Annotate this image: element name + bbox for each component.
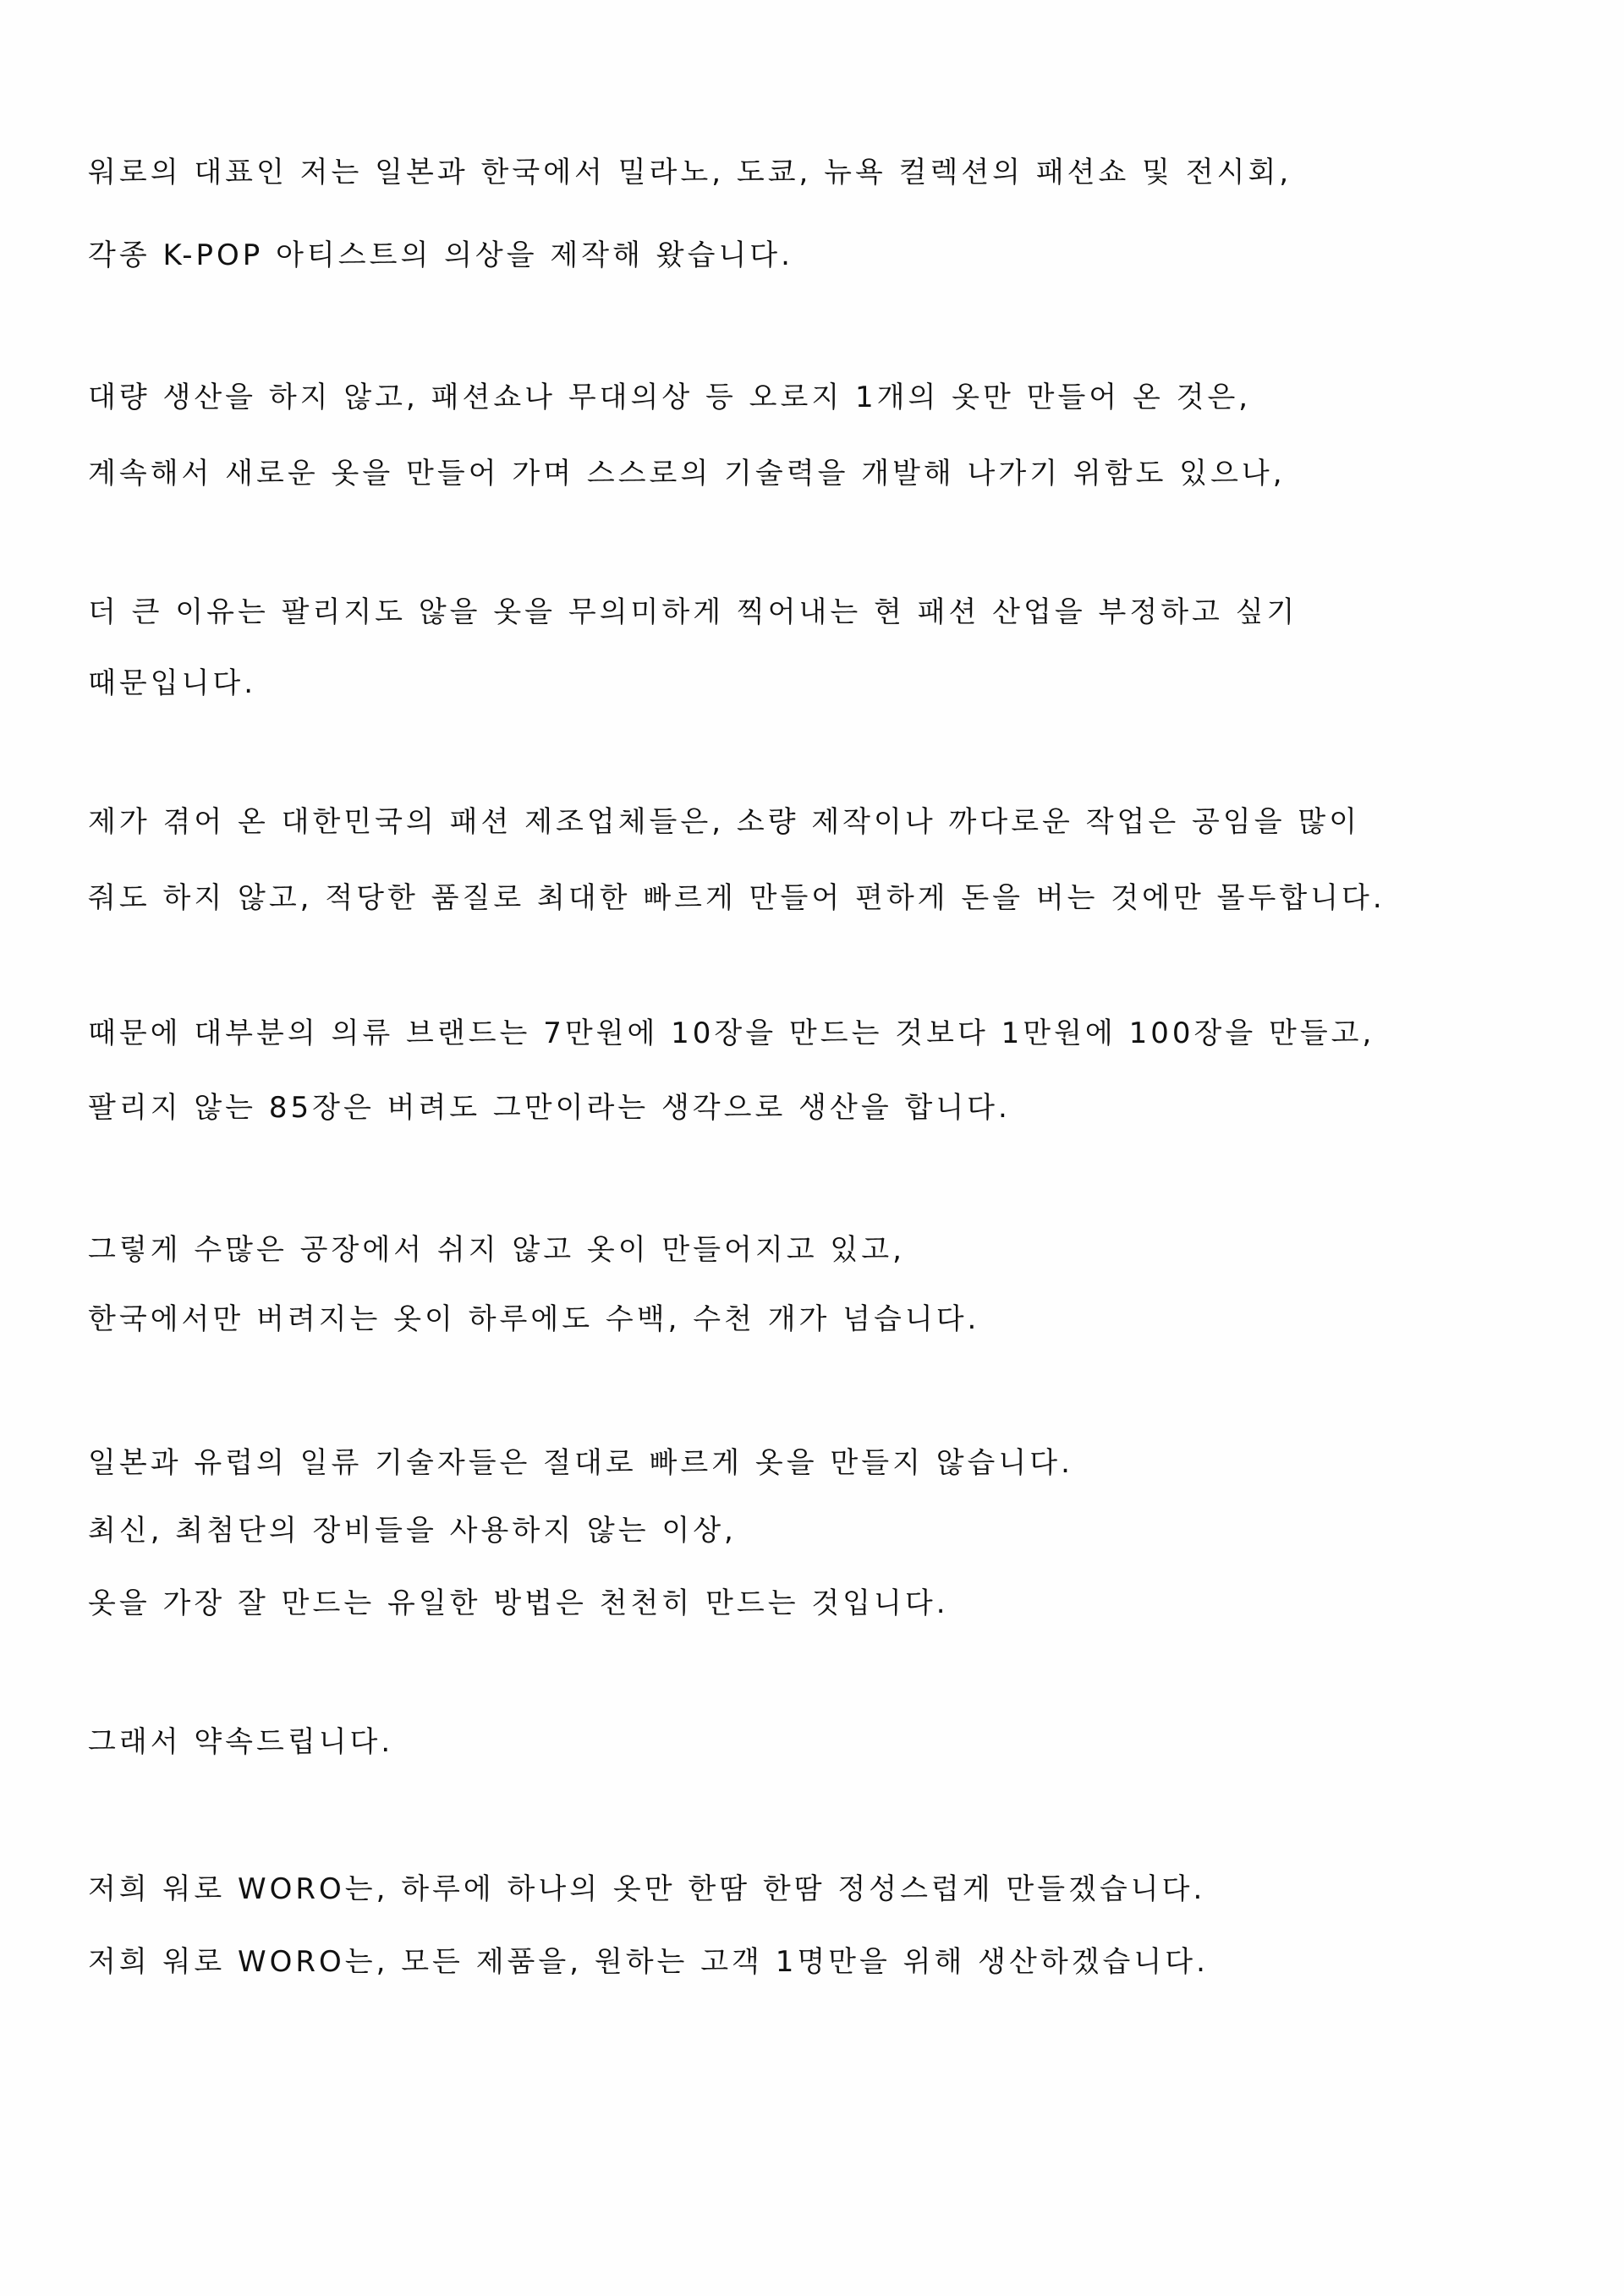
letter-line: 저희 워로 WORO는, 모든 제품을, 원하는 고객 1명만을 위해 생산하겠습니다. (88, 1945, 1209, 1979)
letter-line: 워로의 대표인 저는 일본과 한국에서 밀라노, 도쿄, 뉴욕 컬렉션의 패션쇼 및 전시회, (88, 156, 1292, 189)
letter-line: 저희 워로 WORO는, 하루에 하나의 옷만 한땀 한땀 정성스럽게 만들겠습니다. (88, 1872, 1206, 1906)
letter-line: 줘도 하지 않고, 적당한 품질로 최대한 빠르게 만들어 편하게 돈을 버는 것에만 몰두합니다. (88, 881, 1385, 915)
letter-line: 제가 겪어 온 대한민국의 패션 제조업체들은, 소량 제작이나 까다로운 작업은 공임을 많이 (88, 805, 1361, 839)
letter-line: 대량 생산을 하지 않고, 패션쇼나 무대의상 등 오로지 1개의 옷만 만들어 온 것은, (88, 381, 1252, 414)
letter-line: 계속해서 새로운 옷을 만들어 가며 스스로의 기술력을 개발해 나가기 위함도 있으나, (88, 457, 1286, 490)
letter-line: 그래서 약속드립니다. (88, 1725, 394, 1759)
letter-line: 때문입니다. (88, 666, 257, 700)
letter-line: 때문에 대부분의 의류 브랜드는 7만원에 10장을 만드는 것보다 1만원에 100장을 만들고, (88, 1016, 1375, 1050)
letter-line: 각종 K-POP 아티스트의 의상을 제작해 왔습니다. (88, 238, 793, 272)
letter-line: 최신, 최첨단의 장비들을 사용하지 않는 이상, (88, 1514, 737, 1548)
letter-line: 일본과 유럽의 일류 기술자들은 절대로 빠르게 옷을 만들지 않습니다. (88, 1446, 1073, 1480)
letter-line: 한국에서만 버려지는 옷이 하루에도 수백, 수천 개가 넘습니다. (88, 1302, 980, 1336)
letter-line: 팔리지 않는 85장은 버려도 그만이라는 생각으로 생산을 합니다. (88, 1091, 1011, 1125)
letter-line: 더 큰 이유는 팔리지도 않을 옷을 무의미하게 찍어내는 현 패션 산업을 부정하고 싶기 (88, 595, 1298, 629)
letter-line: 그렇게 수많은 공장에서 쉬지 않고 옷이 만들어지고 있고, (88, 1233, 905, 1267)
letter-line: 옷을 가장 잘 만드는 유일한 방법은 천천히 만드는 것입니다. (88, 1586, 949, 1620)
